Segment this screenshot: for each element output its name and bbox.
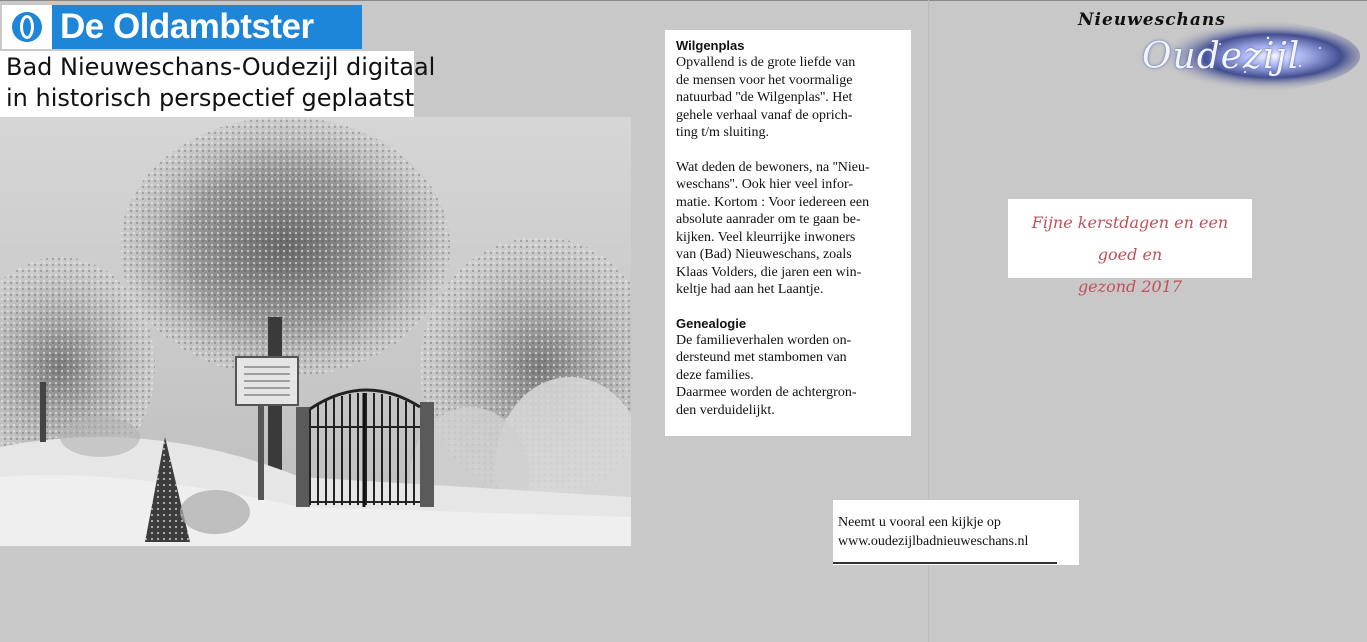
- headline-line-2: in historisch perspectief geplaatst: [6, 84, 415, 112]
- section-title-genealogie: Genealogie: [676, 315, 747, 331]
- greeting-line-2: gezond 2017: [1077, 277, 1183, 296]
- christmas-greeting-card: [1008, 199, 1252, 296]
- section-text-wilgenplas: Opvallend is de grote liefde van de mensen voor het voormalige natuurbad ''de Wilgenplas''. Het gehele verhaal vanaf de oprich- ting t/m sluiting.: [676, 55, 856, 140]
- section-text-bewoners: Wat deden de bewoners, na ''Nieu- weschans''. Ook hier veel infor- matie. Kortom : Voor iedereen een absolute aanrader om te gaan be- kijken. Veel kleurrijke inwoners van (Bad) Nieuweschans, zoals Klaas Volders, die jaren een win- keltje had aan het Laantje.: [676, 159, 870, 297]
- visit-website-box: [833, 500, 1079, 565]
- article-text-box: [665, 30, 911, 436]
- snowy-gate-photo: [0, 117, 631, 546]
- brand-top-text: Nieuweschans: [1078, 10, 1226, 30]
- brand-main-text: Oudezijl: [1142, 36, 1301, 77]
- visit-website-url: www.oudezijlbadnieuweschans.nl: [838, 534, 1029, 549]
- newspaper-masthead: [2, 5, 362, 49]
- newspaper-name: De Oldambtster: [60, 7, 314, 46]
- headline-line-1: Bad Nieuweschans-Oudezijl digitaal: [6, 53, 436, 81]
- divider: [833, 562, 1057, 564]
- greeting-line-1: Fijne kerstdagen en een goed en: [1031, 213, 1229, 264]
- visit-line-1: Neemt u vooral een kijkje op: [838, 515, 1001, 530]
- oudezijl-brand-logo: [1070, 6, 1360, 96]
- section-title-wilgenplas: Wilgenplas: [676, 38, 745, 53]
- section-text-genealogie: De familieverhalen worden on- dersteund met stambomen van deze families. Daarmee worden de achtergron- den verduidelijkt.: [676, 332, 857, 418]
- page-top-border: [0, 0, 1367, 1]
- newspaper-logo-icon: [2, 5, 52, 49]
- article-headline: [0, 51, 436, 117]
